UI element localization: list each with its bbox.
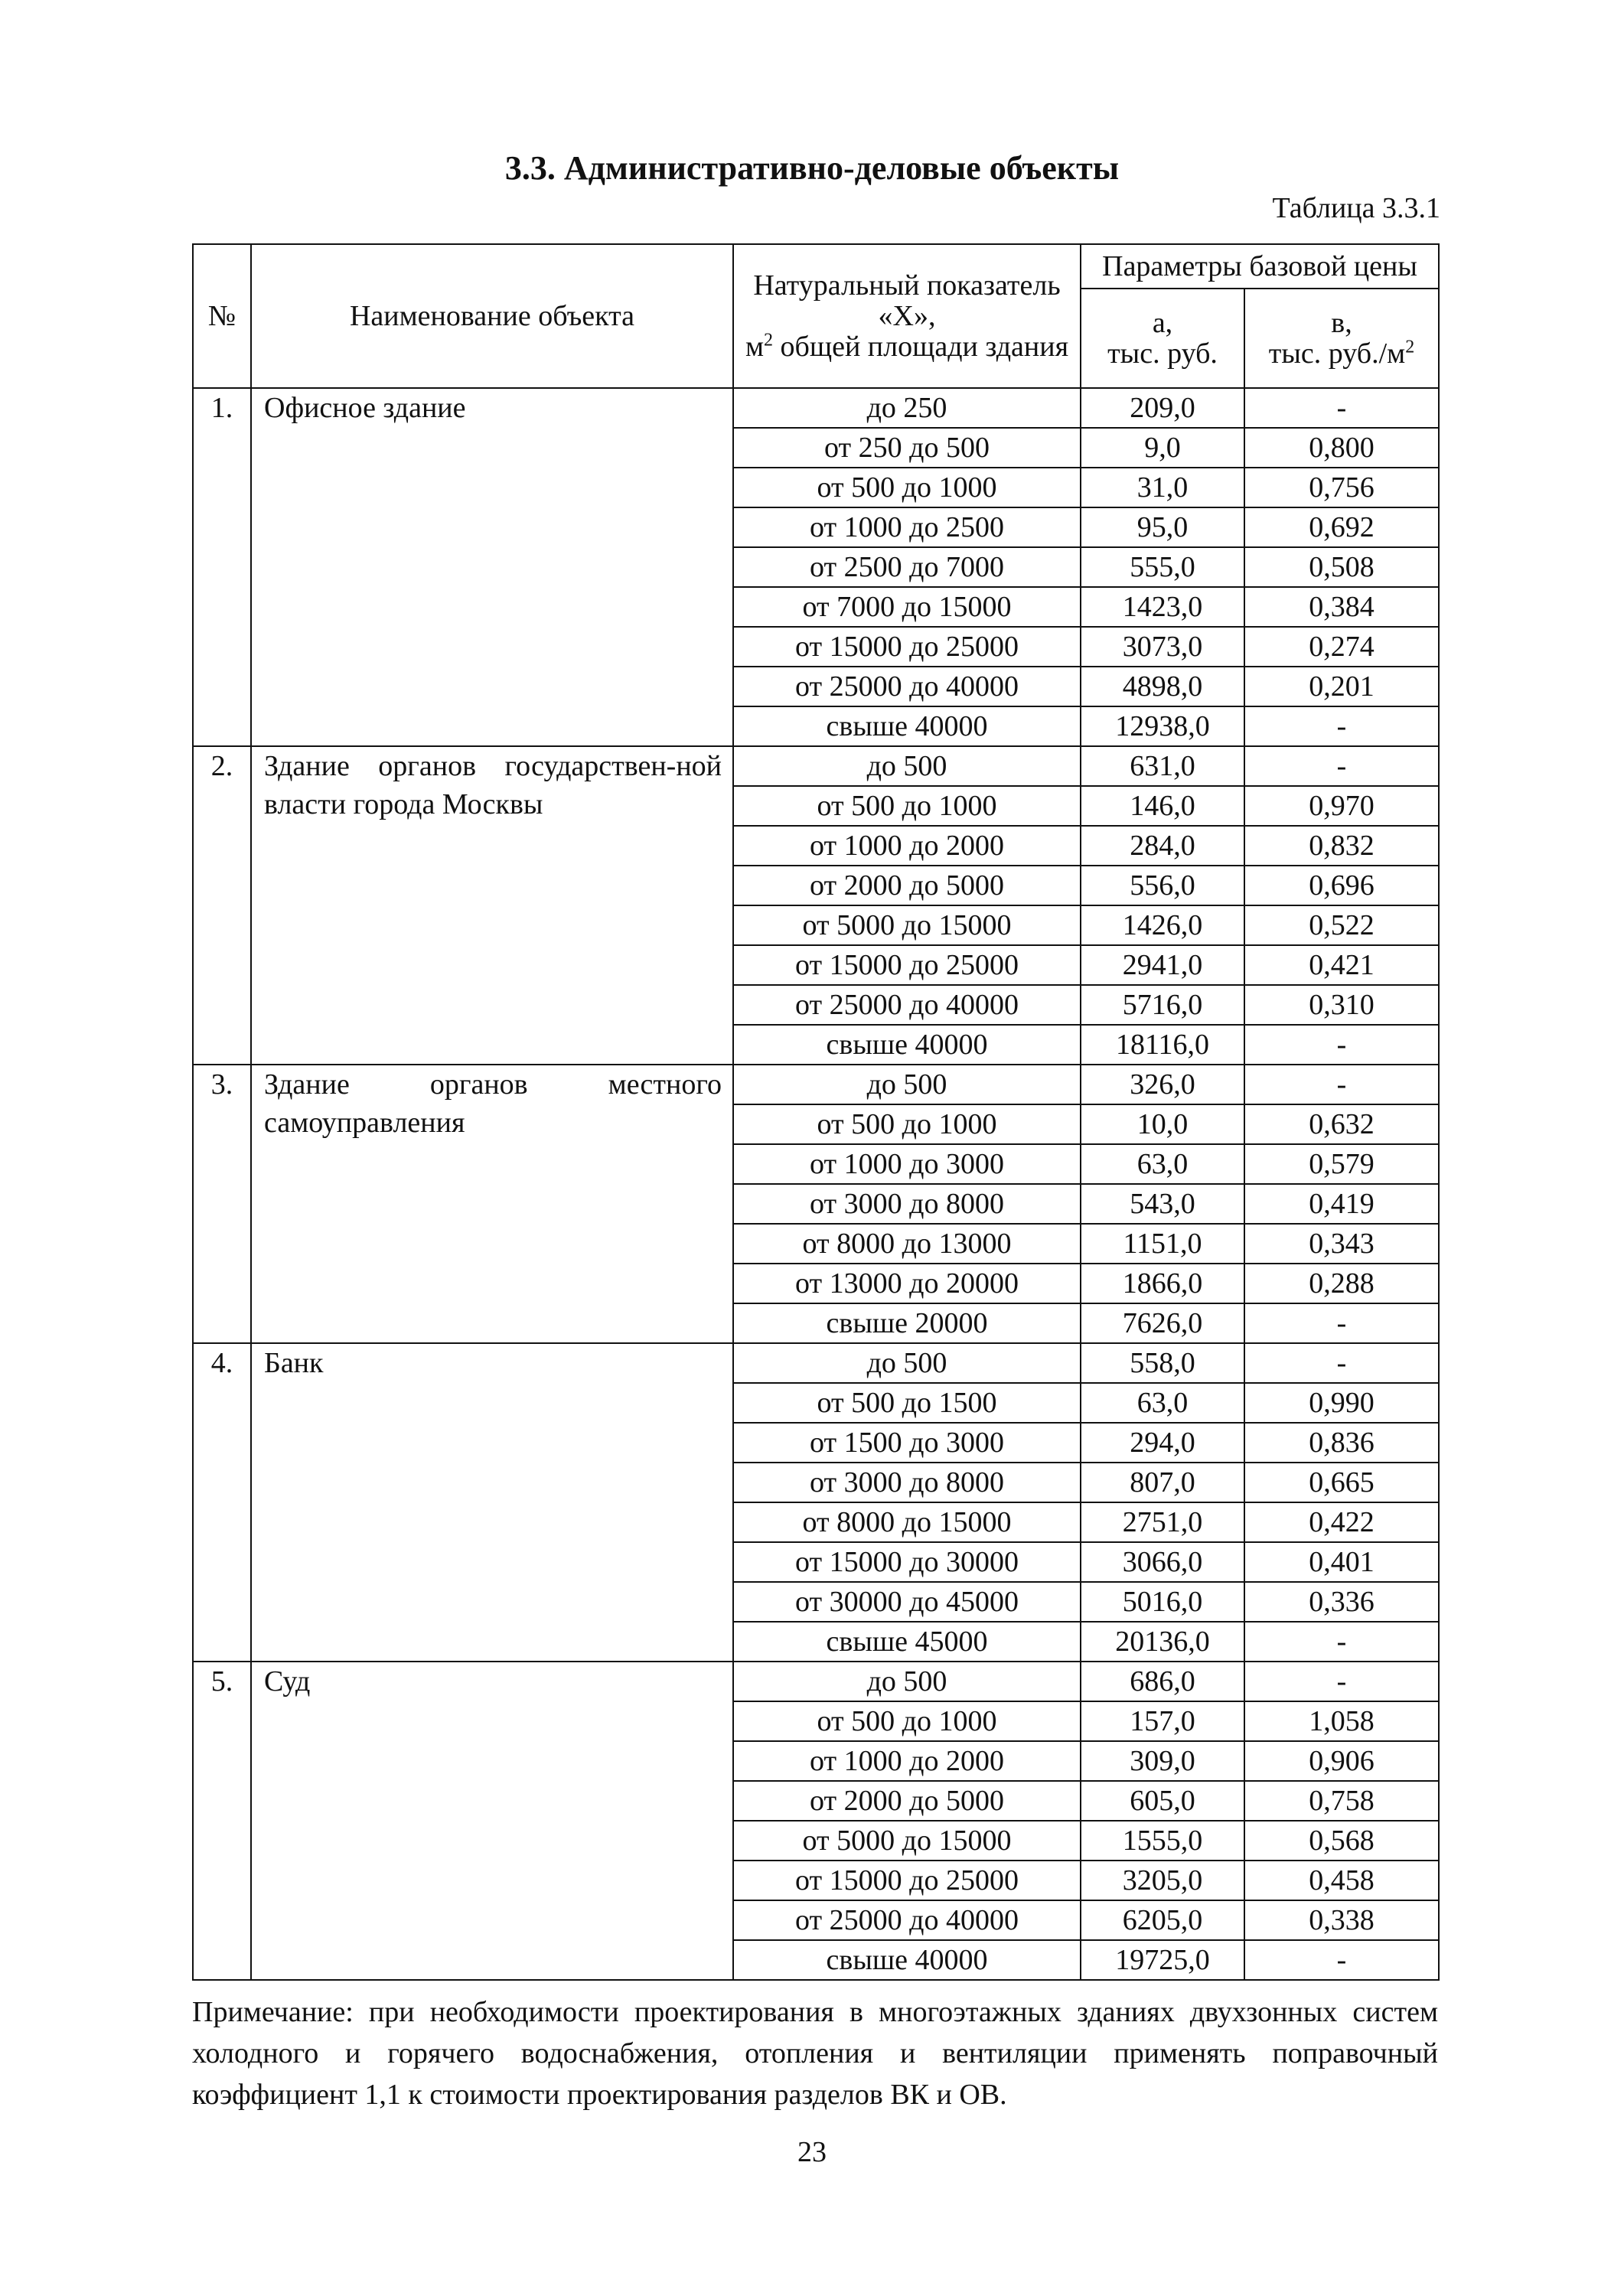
range-cell: от 15000 до 25000 xyxy=(733,945,1081,985)
price-a-cell: 3066,0 xyxy=(1081,1542,1244,1582)
section-title: 3.3. Административно-деловые объекты xyxy=(504,149,1120,187)
range-cell: от 30000 до 45000 xyxy=(733,1582,1081,1622)
price-b-cell: - xyxy=(1244,1343,1439,1383)
price-b-cell: 0,336 xyxy=(1244,1582,1439,1622)
price-a-cell: 10,0 xyxy=(1081,1104,1244,1144)
price-b-cell: 0,800 xyxy=(1244,428,1439,468)
header-b-unit: тыс. руб./м xyxy=(1268,338,1406,370)
price-a-cell: 294,0 xyxy=(1081,1423,1244,1463)
price-b-cell: - xyxy=(1244,1303,1439,1343)
range-cell: от 2500 до 7000 xyxy=(733,547,1081,587)
price-a-cell: 63,0 xyxy=(1081,1144,1244,1184)
range-cell: от 5000 до 15000 xyxy=(733,1821,1081,1861)
range-cell: свыше 40000 xyxy=(733,1025,1081,1065)
header-b xyxy=(1244,289,1439,388)
range-cell: от 250 до 500 xyxy=(733,428,1081,468)
price-a-cell: 5716,0 xyxy=(1081,985,1244,1025)
price-a-cell: 18116,0 xyxy=(1081,1025,1244,1065)
range-cell: от 1500 до 3000 xyxy=(733,1423,1081,1463)
price-a-cell: 326,0 xyxy=(1081,1065,1244,1104)
price-a-cell: 31,0 xyxy=(1081,468,1244,507)
object-name: Здание органов местного самоуправления xyxy=(251,1065,733,1343)
price-a-cell: 1151,0 xyxy=(1081,1224,1244,1264)
range-cell: от 500 до 1000 xyxy=(733,1701,1081,1741)
object-number: 4. xyxy=(193,1343,251,1662)
table-row xyxy=(193,1343,1439,1383)
price-b-cell: - xyxy=(1244,1065,1439,1104)
price-b-cell: - xyxy=(1244,706,1439,746)
price-a-cell: 807,0 xyxy=(1081,1463,1244,1502)
range-cell: от 500 до 1500 xyxy=(733,1383,1081,1423)
price-b-cell: 0,579 xyxy=(1244,1144,1439,1184)
header-natural-label: Натуральный показатель «Х», xyxy=(753,269,1061,332)
price-b-cell: 0,422 xyxy=(1244,1502,1439,1542)
price-b-cell: 0,508 xyxy=(1244,547,1439,587)
range-cell: от 1000 до 2000 xyxy=(733,826,1081,866)
table-row xyxy=(193,1662,1439,1701)
price-b-cell: 0,832 xyxy=(1244,826,1439,866)
header-natural-unit-rest: общей площади здания xyxy=(772,331,1069,363)
price-a-cell: 146,0 xyxy=(1081,786,1244,826)
price-table xyxy=(192,243,1440,1981)
price-b-cell: 0,632 xyxy=(1244,1104,1439,1144)
price-a-cell: 63,0 xyxy=(1081,1383,1244,1423)
range-cell: от 500 до 1000 xyxy=(733,468,1081,507)
price-a-cell: 19725,0 xyxy=(1081,1940,1244,1980)
price-b-cell: 0,906 xyxy=(1244,1741,1439,1781)
range-cell: от 1000 до 2000 xyxy=(733,1741,1081,1781)
price-a-cell: 9,0 xyxy=(1081,428,1244,468)
table-row xyxy=(193,746,1439,786)
price-b-cell: 0,665 xyxy=(1244,1463,1439,1502)
range-cell: от 1000 до 3000 xyxy=(733,1144,1081,1184)
range-cell: от 15000 до 30000 xyxy=(733,1542,1081,1582)
range-cell: до 500 xyxy=(733,1065,1081,1104)
price-a-cell: 605,0 xyxy=(1081,1781,1244,1821)
range-cell: от 500 до 1000 xyxy=(733,1104,1081,1144)
price-a-cell: 157,0 xyxy=(1081,1701,1244,1741)
price-a-cell: 1866,0 xyxy=(1081,1264,1244,1303)
range-cell: от 15000 до 25000 xyxy=(733,627,1081,667)
price-b-cell: 0,421 xyxy=(1244,945,1439,985)
range-cell: от 25000 до 40000 xyxy=(733,985,1081,1025)
price-b-cell: 0,343 xyxy=(1244,1224,1439,1264)
price-a-cell: 95,0 xyxy=(1081,507,1244,547)
range-cell: до 500 xyxy=(733,746,1081,786)
range-cell: до 500 xyxy=(733,1343,1081,1383)
price-b-cell: 0,758 xyxy=(1244,1781,1439,1821)
range-cell: от 15000 до 25000 xyxy=(733,1861,1081,1900)
object-name: Банк xyxy=(251,1343,733,1662)
price-a-cell: 1423,0 xyxy=(1081,587,1244,627)
price-b-cell: 0,696 xyxy=(1244,866,1439,905)
object-name: Здание органов государствен-ной власти города Москвы xyxy=(251,746,733,1065)
price-a-cell: 12938,0 xyxy=(1081,706,1244,746)
price-a-cell: 7626,0 xyxy=(1081,1303,1244,1343)
price-b-cell: 0,970 xyxy=(1244,786,1439,826)
price-a-cell: 309,0 xyxy=(1081,1741,1244,1781)
price-b-cell: 1,058 xyxy=(1244,1701,1439,1741)
price-b-cell: 0,756 xyxy=(1244,468,1439,507)
header-natural xyxy=(733,244,1081,388)
price-b-cell: 0,990 xyxy=(1244,1383,1439,1423)
header-a-unit: тыс. руб. xyxy=(1107,338,1218,370)
price-a-cell: 20136,0 xyxy=(1081,1622,1244,1662)
price-a-cell: 631,0 xyxy=(1081,746,1244,786)
header-natural-unit: м xyxy=(745,331,764,363)
range-cell: от 3000 до 8000 xyxy=(733,1184,1081,1224)
price-b-cell: 0,274 xyxy=(1244,627,1439,667)
object-number: 5. xyxy=(193,1662,251,1980)
price-b-cell: 0,836 xyxy=(1244,1423,1439,1463)
price-a-cell: 3073,0 xyxy=(1081,627,1244,667)
object-number: 2. xyxy=(193,746,251,1065)
price-b-cell: 0,458 xyxy=(1244,1861,1439,1900)
price-a-cell: 556,0 xyxy=(1081,866,1244,905)
price-a-cell: 2941,0 xyxy=(1081,945,1244,985)
header-params: Параметры базовой цены xyxy=(1081,244,1439,289)
object-number: 3. xyxy=(193,1065,251,1343)
page-number: 23 xyxy=(797,2136,827,2168)
price-b-cell: - xyxy=(1244,1662,1439,1701)
range-cell: от 3000 до 8000 xyxy=(733,1463,1081,1502)
price-b-cell: 0,288 xyxy=(1244,1264,1439,1303)
header-b-unit-power: 2 xyxy=(1405,337,1415,357)
price-b-cell: - xyxy=(1244,1025,1439,1065)
range-cell: от 8000 до 15000 xyxy=(733,1502,1081,1542)
price-a-cell: 543,0 xyxy=(1081,1184,1244,1224)
price-a-cell: 555,0 xyxy=(1081,547,1244,587)
range-cell: свыше 45000 xyxy=(733,1622,1081,1662)
range-cell: от 2000 до 5000 xyxy=(733,1781,1081,1821)
price-b-cell: 0,384 xyxy=(1244,587,1439,627)
range-cell: свыше 20000 xyxy=(733,1303,1081,1343)
table-row xyxy=(193,388,1439,428)
range-cell: от 25000 до 40000 xyxy=(733,667,1081,706)
header-b-label: в, xyxy=(1331,307,1352,339)
range-cell: от 13000 до 20000 xyxy=(733,1264,1081,1303)
table-body xyxy=(193,388,1439,1980)
price-a-cell: 558,0 xyxy=(1081,1343,1244,1383)
range-cell: свыше 40000 xyxy=(733,1940,1081,1980)
price-a-cell: 209,0 xyxy=(1081,388,1244,428)
price-b-cell: 0,568 xyxy=(1244,1821,1439,1861)
range-cell: от 7000 до 15000 xyxy=(733,587,1081,627)
price-b-cell: 0,522 xyxy=(1244,905,1439,945)
price-a-cell: 284,0 xyxy=(1081,826,1244,866)
price-b-cell: 0,310 xyxy=(1244,985,1439,1025)
object-number: 1. xyxy=(193,388,251,746)
header-name: Наименование объекта xyxy=(251,244,733,388)
price-b-cell: - xyxy=(1244,746,1439,786)
range-cell: от 25000 до 40000 xyxy=(733,1900,1081,1940)
table-row xyxy=(193,1065,1439,1104)
price-b-cell: - xyxy=(1244,388,1439,428)
range-cell: от 500 до 1000 xyxy=(733,786,1081,826)
header-number: № xyxy=(193,244,251,388)
table-label: Таблица 3.3.1 xyxy=(1272,192,1440,224)
header-a-label: а, xyxy=(1152,307,1173,339)
range-cell: до 250 xyxy=(733,388,1081,428)
price-b-cell: 0,401 xyxy=(1244,1542,1439,1582)
table-note: Примечание: при необходимости проектирования в многоэтажных зданиях двухзонных систем холодного и горячего водоснабжения, отопления и вентиляции применять поправочный коэффициент 1,1 к стоимости проектирования разделов ВК и ОВ. xyxy=(192,1996,1438,2111)
header-a xyxy=(1081,289,1244,388)
range-cell: до 500 xyxy=(733,1662,1081,1701)
object-name: Суд xyxy=(251,1662,733,1980)
price-a-cell: 5016,0 xyxy=(1081,1582,1244,1622)
range-cell: свыше 40000 xyxy=(733,706,1081,746)
price-a-cell: 6205,0 xyxy=(1081,1900,1244,1940)
price-b-cell: 0,201 xyxy=(1244,667,1439,706)
table-header xyxy=(193,244,1439,388)
range-cell: от 5000 до 15000 xyxy=(733,905,1081,945)
price-a-cell: 1426,0 xyxy=(1081,905,1244,945)
range-cell: от 8000 до 13000 xyxy=(733,1224,1081,1264)
header-natural-unit-power: 2 xyxy=(763,330,773,351)
price-a-cell: 4898,0 xyxy=(1081,667,1244,706)
price-b-cell: 0,419 xyxy=(1244,1184,1439,1224)
price-b-cell: 0,338 xyxy=(1244,1900,1439,1940)
price-b-cell: - xyxy=(1244,1940,1439,1980)
price-a-cell: 3205,0 xyxy=(1081,1861,1244,1900)
price-b-cell: - xyxy=(1244,1622,1439,1662)
price-b-cell: 0,692 xyxy=(1244,507,1439,547)
object-name: Офисное здание xyxy=(251,388,733,746)
price-a-cell: 1555,0 xyxy=(1081,1821,1244,1861)
range-cell: от 2000 до 5000 xyxy=(733,866,1081,905)
price-a-cell: 2751,0 xyxy=(1081,1502,1244,1542)
price-a-cell: 686,0 xyxy=(1081,1662,1244,1701)
range-cell: от 1000 до 2500 xyxy=(733,507,1081,547)
